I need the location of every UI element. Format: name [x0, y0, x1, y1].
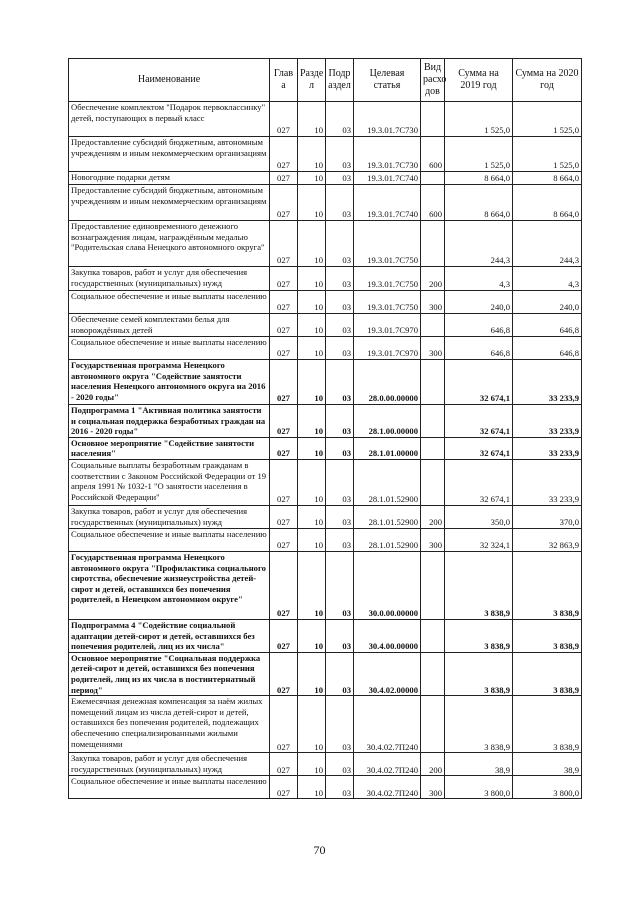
table-row	[69, 459, 582, 505]
row-razdel: 10	[298, 459, 326, 505]
row-podrazdel: 03	[326, 459, 354, 505]
row-sum-2020: 3 838,9	[513, 619, 582, 652]
row-glava: 027	[270, 528, 298, 551]
row-razdel: 10	[298, 314, 326, 337]
row-glava: 027	[270, 551, 298, 619]
row-sum-2019: 3 838,9	[445, 551, 513, 619]
row-name: Новогодние подарки детям	[69, 172, 270, 185]
table-row	[69, 185, 582, 221]
row-podrazdel: 03	[326, 505, 354, 528]
row-type	[421, 405, 445, 438]
row-razdel: 10	[298, 652, 326, 695]
row-podrazdel: 03	[326, 619, 354, 652]
row-article: 19.3.01.7C750	[354, 267, 421, 291]
row-sum-2020: 3 838,9	[513, 551, 582, 619]
row-type	[421, 314, 445, 337]
row-podrazdel: 03	[326, 137, 354, 172]
row-sum-2020: 33 233,9	[513, 437, 582, 459]
row-razdel: 10	[298, 551, 326, 619]
header-article: Целевая статья	[354, 59, 421, 102]
row-glava: 027	[270, 652, 298, 695]
table-row	[69, 291, 582, 314]
table-row	[69, 405, 582, 438]
header-sum-2019: Сумма на 2019 год	[445, 59, 513, 102]
row-sum-2019: 1 525,0	[445, 102, 513, 137]
row-sum-2019: 8 664,0	[445, 185, 513, 221]
row-sum-2019: 32 674,1	[445, 405, 513, 438]
table-row	[69, 172, 582, 185]
row-name: Предоставление субсидий бюджетным, автономным учреждениям и иным некоммерческим организациям	[69, 137, 270, 172]
row-glava: 027	[270, 185, 298, 221]
row-name: Обеспечение комплектом "Подарок первоклассинку" детей, поступающих в первый класс	[69, 102, 270, 137]
row-article: 19.3.01.7C970	[354, 337, 421, 360]
row-sum-2020: 33 233,9	[513, 360, 582, 405]
row-type	[421, 619, 445, 652]
row-name: Предоставление единовременного денежного вознаграждения лицам, награждённым медалью "Родительская слава Ненецкого автономного округа"	[69, 221, 270, 267]
row-article: 28.1.01.52900	[354, 528, 421, 551]
row-glava: 027	[270, 696, 298, 753]
row-sum-2019: 244,3	[445, 221, 513, 267]
row-sum-2019: 646,8	[445, 314, 513, 337]
row-podrazdel: 03	[326, 528, 354, 551]
row-podrazdel: 03	[326, 696, 354, 753]
row-sum-2019: 32 674,1	[445, 459, 513, 505]
row-podrazdel: 03	[326, 221, 354, 267]
row-sum-2019: 3 800,0	[445, 776, 513, 799]
row-glava: 027	[270, 437, 298, 459]
row-article: 30.4.02.7П240	[354, 696, 421, 753]
row-razdel: 10	[298, 437, 326, 459]
row-type	[421, 221, 445, 267]
row-razdel: 10	[298, 137, 326, 172]
row-article: 19.3.01.7C740	[354, 185, 421, 221]
row-type	[421, 652, 445, 695]
row-article: 30.4.02.7П240	[354, 776, 421, 799]
row-type	[421, 102, 445, 137]
row-podrazdel: 03	[326, 551, 354, 619]
row-sum-2019: 32 324,1	[445, 528, 513, 551]
row-glava: 027	[270, 360, 298, 405]
row-podrazdel: 03	[326, 753, 354, 776]
row-type: 300	[421, 291, 445, 314]
row-sum-2020: 3 838,9	[513, 696, 582, 753]
row-glava: 027	[270, 172, 298, 185]
row-podrazdel: 03	[326, 267, 354, 291]
row-podrazdel: 03	[326, 102, 354, 137]
table-row	[69, 337, 582, 360]
row-glava: 027	[270, 102, 298, 137]
row-sum-2019: 3 838,9	[445, 696, 513, 753]
row-name: Государственная программа Ненецкого автономного округа "Профилактика социального сиротства, обеспечение жизнеустройства детей-сирот и детей, оставшихся без попечения родителей, в Ненецком автономном округе"	[69, 551, 270, 619]
row-glava: 027	[270, 221, 298, 267]
row-article: 28.1.01.52900	[354, 505, 421, 528]
table-row	[69, 619, 582, 652]
row-article: 30.0.00.00000	[354, 551, 421, 619]
row-name: Социальное обеспечение и иные выплаты населению	[69, 776, 270, 799]
row-sum-2020: 244,3	[513, 221, 582, 267]
row-sum-2019: 3 838,9	[445, 619, 513, 652]
row-glava: 027	[270, 753, 298, 776]
table-row	[69, 137, 582, 172]
header-row	[69, 59, 582, 102]
row-sum-2020: 370,0	[513, 505, 582, 528]
row-name: Основное мероприятие "Социальная поддержка детей-сирот и детей, оставшихся без попечения родителей, лиц из их числа в постинтернатный период"	[69, 652, 270, 695]
row-podrazdel: 03	[326, 437, 354, 459]
row-razdel: 10	[298, 360, 326, 405]
row-sum-2020: 8 664,0	[513, 185, 582, 221]
row-sum-2019: 32 674,1	[445, 437, 513, 459]
row-sum-2019: 646,8	[445, 337, 513, 360]
table-row	[69, 267, 582, 291]
row-razdel: 10	[298, 696, 326, 753]
row-sum-2020: 32 863,9	[513, 528, 582, 551]
row-article: 19.3.01.7C750	[354, 291, 421, 314]
row-sum-2020: 1 525,0	[513, 102, 582, 137]
table-row	[69, 551, 582, 619]
row-sum-2020: 8 664,0	[513, 172, 582, 185]
table-row	[69, 652, 582, 695]
row-sum-2020: 3 838,9	[513, 652, 582, 695]
row-article: 28.1.00.00000	[354, 405, 421, 438]
row-sum-2019: 3 838,9	[445, 652, 513, 695]
row-razdel: 10	[298, 221, 326, 267]
row-name: Государственная программа Ненецкого автономного округа "Содействие занятости населения Ненецкого автономного округа на 2016 - 2020 годы"	[69, 360, 270, 405]
row-name: Социальное обеспечение и иные выплаты населению	[69, 291, 270, 314]
table-row	[69, 102, 582, 137]
row-glava: 027	[270, 505, 298, 528]
row-article: 19.3.01.7C730	[354, 137, 421, 172]
row-sum-2020: 1 525,0	[513, 137, 582, 172]
row-podrazdel: 03	[326, 652, 354, 695]
row-name: Социальные выплаты безработным гражданам в соответствии с Законом Российской Федерации от 19 апреля 1991 № 1032-1 "О занятости населения в Российской Федерации"	[69, 459, 270, 505]
header-podrazdel: Подр аздел	[326, 59, 354, 102]
row-article: 19.3.01.7C730	[354, 102, 421, 137]
row-sum-2020: 33 233,9	[513, 405, 582, 438]
row-name: Закупка товаров, работ и услуг для обеспечения государственных (муниципальных) нужд	[69, 753, 270, 776]
row-article: 19.3.01.7C750	[354, 221, 421, 267]
table-row	[69, 360, 582, 405]
row-name: Закупка товаров, работ и услуг для обеспечения государственных (муниципальных) нужд	[69, 505, 270, 528]
row-sum-2020: 38,9	[513, 753, 582, 776]
row-type	[421, 696, 445, 753]
header-sum-2020: Сумма на 2020 год	[513, 59, 582, 102]
row-type	[421, 459, 445, 505]
row-razdel: 10	[298, 291, 326, 314]
row-podrazdel: 03	[326, 776, 354, 799]
table-row	[69, 776, 582, 799]
row-glava: 027	[270, 137, 298, 172]
row-type	[421, 551, 445, 619]
row-type	[421, 360, 445, 405]
row-sum-2019: 38,9	[445, 753, 513, 776]
row-razdel: 10	[298, 753, 326, 776]
row-podrazdel: 03	[326, 314, 354, 337]
row-razdel: 10	[298, 405, 326, 438]
row-glava: 027	[270, 314, 298, 337]
row-sum-2020: 33 233,9	[513, 459, 582, 505]
page-number: 70	[313, 843, 326, 857]
row-article: 28.0.00.00000	[354, 360, 421, 405]
row-sum-2019: 4,3	[445, 267, 513, 291]
header-glava: Глав а	[270, 59, 298, 102]
row-sum-2020: 646,8	[513, 314, 582, 337]
row-glava: 027	[270, 776, 298, 799]
table-row	[69, 221, 582, 267]
table-header	[69, 59, 582, 102]
row-article: 28.1.01.52900	[354, 459, 421, 505]
row-article: 30.4.02.00000	[354, 652, 421, 695]
row-sum-2020: 240,0	[513, 291, 582, 314]
row-article: 28.1.01.00000	[354, 437, 421, 459]
row-glava: 027	[270, 619, 298, 652]
row-podrazdel: 03	[326, 172, 354, 185]
row-type	[421, 437, 445, 459]
row-glava: 027	[270, 405, 298, 438]
row-razdel: 10	[298, 185, 326, 221]
row-name: Подпрограмма 1 "Активная политика занятости и социальная поддержка безработных граждан на 2016 - 2020 годы"	[69, 405, 270, 438]
row-podrazdel: 03	[326, 360, 354, 405]
row-razdel: 10	[298, 337, 326, 360]
table-row	[69, 437, 582, 459]
row-sum-2019: 240,0	[445, 291, 513, 314]
row-type: 300	[421, 337, 445, 360]
row-sum-2019: 8 664,0	[445, 172, 513, 185]
table-row	[69, 505, 582, 528]
row-article: 19.3.01.7C970	[354, 314, 421, 337]
row-glava: 027	[270, 267, 298, 291]
header-name: Наименование	[69, 59, 270, 102]
row-podrazdel: 03	[326, 337, 354, 360]
row-razdel: 10	[298, 172, 326, 185]
row-sum-2019: 32 674,1	[445, 360, 513, 405]
table-row	[69, 696, 582, 753]
row-article: 30.4.00.00000	[354, 619, 421, 652]
row-sum-2020: 4,3	[513, 267, 582, 291]
row-razdel: 10	[298, 528, 326, 551]
row-type: 200	[421, 267, 445, 291]
row-sum-2019: 350,0	[445, 505, 513, 528]
row-razdel: 10	[298, 267, 326, 291]
row-type: 300	[421, 776, 445, 799]
row-sum-2019: 1 525,0	[445, 137, 513, 172]
row-article: 30.4.02.7П240	[354, 753, 421, 776]
row-sum-2020: 646,8	[513, 337, 582, 360]
row-type: 200	[421, 753, 445, 776]
row-type: 200	[421, 505, 445, 528]
row-razdel: 10	[298, 102, 326, 137]
row-type: 300	[421, 528, 445, 551]
table-row	[69, 528, 582, 551]
row-razdel: 10	[298, 776, 326, 799]
row-glava: 027	[270, 291, 298, 314]
table-row	[69, 753, 582, 776]
row-podrazdel: 03	[326, 185, 354, 221]
row-name: Закупка товаров, работ и услуг для обеспечения государственных (муниципальных) нужд	[69, 267, 270, 291]
budget-table	[68, 58, 582, 799]
row-name: Обеспечение семей комплектами белья для новорождённых детей	[69, 314, 270, 337]
row-name: Основное мероприятие "Содействие занятости населения"	[69, 437, 270, 459]
row-type: 600	[421, 185, 445, 221]
row-name: Социальное обеспечение и иные выплаты населению	[69, 337, 270, 360]
row-glava: 027	[270, 459, 298, 505]
header-razdel: Разде л	[298, 59, 326, 102]
row-name: Ежемесячная денежная компенсация за наём жилых помещений лицам из числа детей-сирот и детей, оставшихся без попечения родителей, подлежащих обеспечению специализированными жилыми помещениями	[69, 696, 270, 753]
row-razdel: 10	[298, 619, 326, 652]
row-type	[421, 172, 445, 185]
row-podrazdel: 03	[326, 291, 354, 314]
row-name: Предоставление субсидий бюджетным, автономным учреждениям и иным некоммерческим организациям	[69, 185, 270, 221]
row-razdel: 10	[298, 505, 326, 528]
table-body	[69, 102, 582, 799]
table-row	[69, 314, 582, 337]
row-type: 600	[421, 137, 445, 172]
header-expense-type: Вид расхо дов	[421, 59, 445, 102]
row-podrazdel: 03	[326, 405, 354, 438]
row-glava: 027	[270, 337, 298, 360]
row-article: 19.3.01.7C740	[354, 172, 421, 185]
row-sum-2020: 3 800,0	[513, 776, 582, 799]
row-name: Социальное обеспечение и иные выплаты населению	[69, 528, 270, 551]
row-name: Подпрограмма 4 "Содействие социальной адаптации детей-сирот и детей, оставшихся без попечения родителей, лиц из их числа"	[69, 619, 270, 652]
